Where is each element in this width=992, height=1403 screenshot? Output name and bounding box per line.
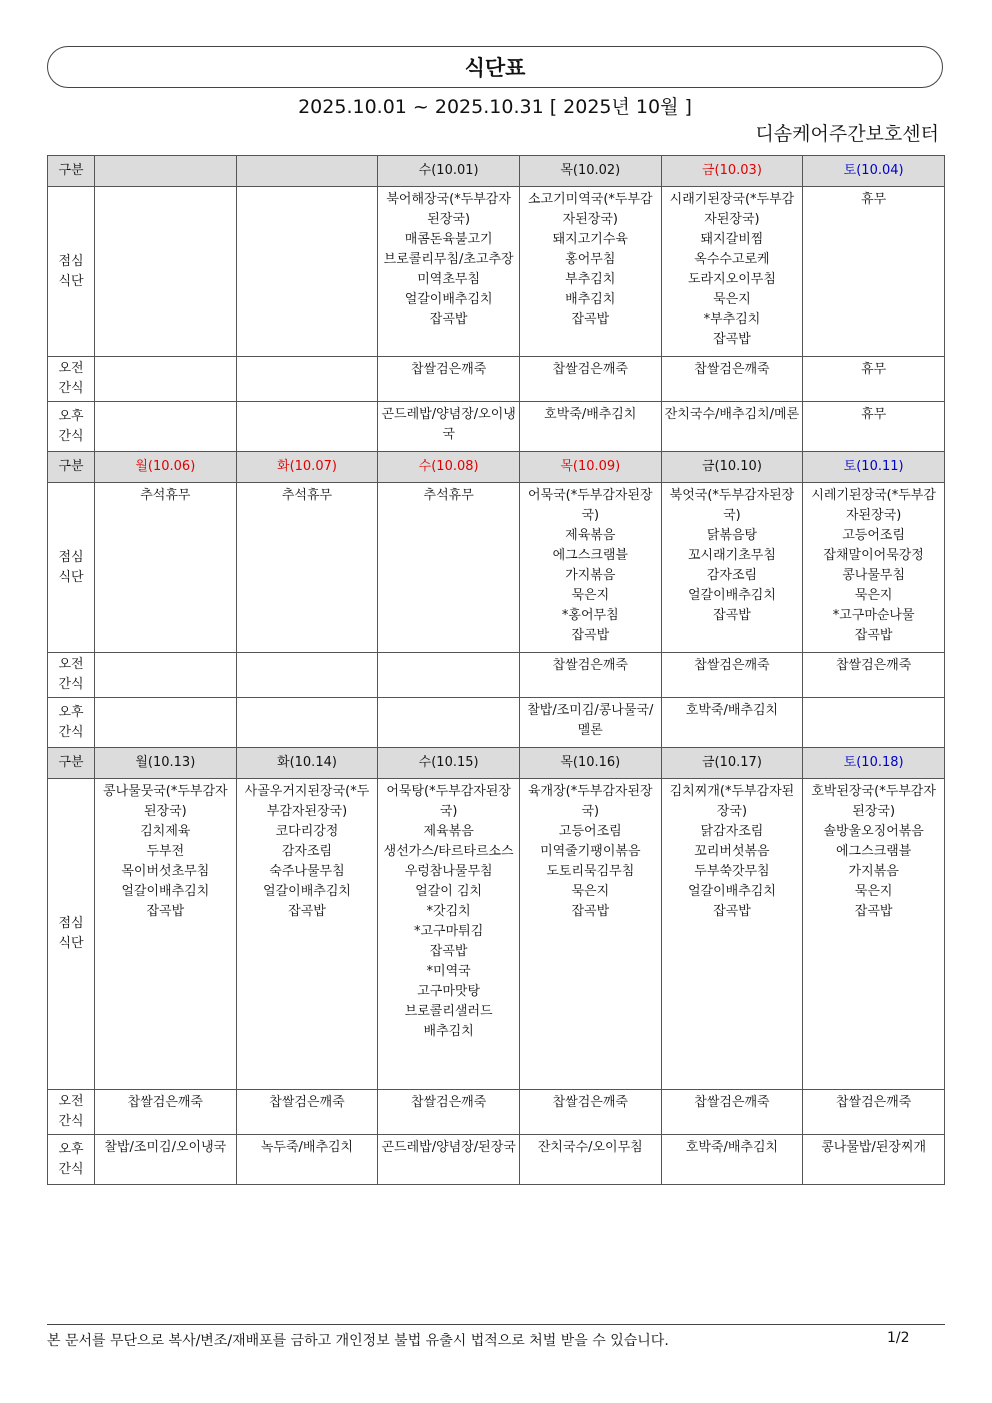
- pm-snack-cell: 잔치국수/오이무침: [519, 1135, 661, 1185]
- pm-snack-cell: 호박죽/배추김치: [519, 402, 661, 452]
- lunch-label-text: 점심: [58, 916, 84, 931]
- menu-table: [47, 155, 945, 1185]
- menu-item: 감자조림: [706, 568, 758, 583]
- am-snack-cell: 찹쌀검은깨죽: [661, 653, 803, 698]
- menu-item: 북어해장국(*두부감자된장국): [386, 192, 511, 227]
- menu-period: 2025.10.01 ~ 2025.10.31 [ 2025년 10월 ]: [298, 96, 692, 118]
- day-date: 금(10.10): [701, 459, 762, 474]
- menu-item: 잡곡밥: [854, 904, 893, 919]
- am-snack-label-text: 오전: [58, 1094, 84, 1109]
- am-snack-cell: 찹쌀검은깨죽: [519, 653, 661, 698]
- pm-snack-cell: 녹두죽/배추김치: [236, 1135, 378, 1185]
- lunch-menu-cell: [803, 779, 945, 1090]
- lunch-row: [48, 483, 945, 653]
- am-snack-cell: 찹쌀검은깨죽: [803, 1090, 945, 1135]
- menu-item: 잡곡밥: [713, 904, 751, 919]
- pm-snack-cell: [236, 402, 378, 452]
- lunch-menu-cell: [803, 187, 945, 357]
- menu-item: 닭감자조림: [700, 824, 764, 839]
- lunch-label-text: 식단: [58, 569, 84, 585]
- day-date: 수(10.08): [418, 459, 479, 474]
- day-date: 화(10.14): [277, 755, 337, 770]
- menu-item: 에그스크램블: [552, 548, 628, 563]
- day-header: [378, 452, 520, 483]
- pm-snack-label: [48, 698, 95, 748]
- menu-item: 얼갈이배추김치: [688, 588, 776, 603]
- menu-item: 잡곡밥: [713, 608, 751, 623]
- lunch-menu-cell: [378, 779, 520, 1090]
- menu-item: 고등어조림: [558, 824, 622, 839]
- menu-item: 잡채말이어묵강정: [823, 548, 924, 563]
- am-snack-cell: 찹쌀검은깨죽: [236, 1090, 378, 1135]
- lunch-menu-cell: [236, 779, 378, 1090]
- am-snack-cell: [236, 653, 378, 698]
- menu-item: 배추김치: [565, 292, 616, 307]
- menu-item: 얼갈이배추김치: [121, 884, 210, 899]
- menu-item: *미역국: [426, 964, 471, 979]
- day-header: [803, 156, 945, 187]
- lunch-menu-cell: [519, 483, 661, 653]
- am-snack-cell: [378, 653, 520, 698]
- menu-item: 돼지고기수육: [552, 232, 628, 247]
- menu-item: 묵은지: [854, 884, 893, 899]
- menu-item: 콩나물무침: [842, 568, 906, 583]
- footer-divider: [47, 1324, 945, 1325]
- pm-snack-cell: 휴무: [803, 402, 945, 452]
- lunch-menu-cell: [519, 779, 661, 1090]
- am-snack-row: [48, 653, 945, 698]
- menu-item: 목이버섯초무침: [121, 864, 210, 879]
- pm-snack-cell: [95, 698, 237, 748]
- lunch-label: [48, 187, 95, 357]
- am-snack-cell: [95, 653, 237, 698]
- menu-item: 감자조림: [281, 844, 333, 859]
- menu-item: 미역초무침: [417, 272, 481, 287]
- pm-snack-cell: 곤드레밥/양념장/오이냉국: [378, 402, 520, 452]
- menu-item: 숙주나물무침: [269, 864, 345, 879]
- menu-item: 잡곡밥: [571, 904, 610, 919]
- pm-snack-label: [48, 402, 95, 452]
- lunch-menu-cell: [661, 483, 803, 653]
- menu-item: *갓김치: [426, 904, 471, 919]
- pm-snack-label-text: 오후: [58, 1141, 84, 1157]
- day-date: 목(10.09): [560, 459, 621, 474]
- am-snack-cell: [236, 357, 378, 402]
- am-snack-label-text: 간식: [58, 1114, 84, 1129]
- menu-item: 추석휴무: [140, 488, 191, 503]
- menu-item: 옥수수고로케: [694, 252, 770, 267]
- day-date: 수(10.01): [418, 163, 479, 178]
- pm-snack-label-text: 간식: [58, 428, 84, 444]
- menu-item: 두부전: [146, 844, 185, 859]
- pm-snack-cell: [95, 402, 237, 452]
- menu-item: 묵은지: [854, 588, 893, 603]
- day-header: [236, 452, 378, 483]
- lunch-menu-cell: [803, 483, 945, 653]
- day-header: [236, 156, 378, 187]
- menu-item: 고구마맛탕: [417, 984, 481, 999]
- lunch-row: [48, 187, 945, 357]
- day-header: [661, 452, 803, 483]
- am-snack-label: [48, 357, 95, 402]
- menu-item: 잡곡밥: [571, 628, 610, 643]
- lunch-menu-cell: [519, 187, 661, 357]
- menu-item: 김치찌개(*두부감자된장국): [669, 784, 795, 819]
- lunch-label-text: 점심: [58, 253, 84, 269]
- am-snack-row: [48, 357, 945, 402]
- day-header: [519, 748, 661, 779]
- lunch-menu-cell: [378, 187, 520, 357]
- pm-snack-cell: [236, 698, 378, 748]
- menu-item: 우렁참나물무침: [404, 864, 493, 879]
- menu-item: 부추김치: [565, 272, 616, 287]
- am-snack-label: [48, 1090, 95, 1135]
- day-date: 수(10.15): [418, 755, 479, 770]
- center-name: 디솜케어주간보호센터: [755, 123, 939, 145]
- pm-snack-cell: 곤드레밥/양념장/된장국: [378, 1135, 520, 1185]
- day-header: [661, 156, 803, 187]
- week-header-row: [48, 452, 945, 483]
- menu-item: 잡곡밥: [146, 904, 185, 919]
- pm-snack-cell: 콩나물밥/된장찌개: [803, 1135, 945, 1185]
- am-snack-label: [48, 653, 95, 698]
- menu-item: 잡곡밥: [854, 628, 893, 643]
- menu-item: *홍어무침: [561, 608, 619, 623]
- menu-item: 가지볶음: [848, 864, 899, 879]
- day-date: 목(10.16): [560, 755, 621, 770]
- menu-item: 어묵탕(*두부감자된장국): [386, 784, 511, 819]
- menu-item: 꼬시래기초무침: [688, 548, 776, 563]
- day-date: 토(10.04): [843, 163, 904, 178]
- pm-snack-label-text: 간식: [58, 724, 84, 740]
- page-number: 1/2: [887, 1330, 910, 1346]
- menu-item: 꼬리버섯볶음: [694, 844, 770, 859]
- menu-item: 묵은지: [713, 292, 751, 307]
- menu-item: 닭볶음탕: [706, 528, 758, 543]
- pm-snack-cell: 호박죽/배추김치: [661, 1135, 803, 1185]
- menu-item: 코다리강정: [275, 824, 339, 839]
- day-date: 토(10.11): [843, 459, 904, 474]
- am-snack-cell: 찹쌀검은깨죽: [661, 357, 803, 402]
- day-header: [378, 156, 520, 187]
- menu-item: 매콤돈육불고기: [404, 232, 493, 247]
- day-header: [803, 748, 945, 779]
- menu-item: 미역줄기팽이볶음: [540, 844, 641, 859]
- menu-item: 소고기미역국(*두부감자된장국): [527, 192, 653, 227]
- lunch-menu-cell: [236, 187, 378, 357]
- menu-item: 잡곡밥: [429, 944, 468, 959]
- pm-snack-label: [48, 1135, 95, 1185]
- pm-snack-label-text: 오후: [58, 408, 84, 424]
- menu-item: 김치제육: [140, 824, 191, 839]
- day-date: 토(10.18): [843, 755, 904, 770]
- am-snack-cell: 찹쌀검은깨죽: [519, 1090, 661, 1135]
- am-snack-cell: 찹쌀검은깨죽: [519, 357, 661, 402]
- pm-snack-row: [48, 1135, 945, 1185]
- menu-item: 육개장(*두부감자된장국): [527, 784, 653, 819]
- lunch-label: [48, 483, 95, 653]
- lunch-label: [48, 779, 95, 1090]
- day-header: [95, 156, 237, 187]
- menu-item: 시래기된장국(*두부감자된장국): [669, 192, 795, 227]
- lunch-menu-cell: [95, 483, 237, 653]
- pm-snack-cell: 찰밥/조미김/오이냉국: [95, 1135, 237, 1185]
- day-header: [95, 452, 237, 483]
- week-header-row: [48, 156, 945, 187]
- menu-item: 얼갈이배추김치: [263, 884, 351, 899]
- day-date: 금(10.17): [701, 755, 762, 770]
- menu-item: 잡곡밥: [429, 312, 468, 327]
- menu-item: 제육볶음: [565, 528, 616, 543]
- am-snack-row: [48, 1090, 945, 1135]
- lunch-label-text: 식단: [58, 273, 84, 289]
- day-date: 화(10.07): [277, 459, 337, 474]
- day-header: [95, 748, 237, 779]
- menu-item: 배추김치: [423, 1024, 474, 1039]
- menu-item: 도토리묵김무침: [546, 864, 635, 879]
- header-label: 구분: [48, 452, 95, 483]
- am-snack-label-text: 오전: [58, 361, 84, 376]
- footer-notice: 본 문서를 무단으로 복사/변조/재배포를 금하고 개인정보 불법 유출시 법적으로 처벌 받을 수 있습니다.: [47, 1333, 669, 1349]
- lunch-label-text: 식단: [58, 936, 84, 951]
- lunch-label-text: 점심: [58, 549, 84, 565]
- menu-item: 도라지오이무침: [688, 272, 776, 287]
- menu-item: 브로콜리샐러드: [404, 1004, 493, 1019]
- menu-item: 추석휴무: [423, 488, 474, 503]
- menu-item: 솔방울오징어볶음: [823, 824, 924, 839]
- day-date: 월(10.13): [135, 755, 196, 770]
- am-snack-label-text: 간식: [58, 677, 84, 692]
- lunch-menu-cell: [236, 483, 378, 653]
- menu-item: 잡곡밥: [288, 904, 326, 919]
- am-snack-cell: 찹쌀검은깨죽: [803, 653, 945, 698]
- menu-item: 얼갈이 김치: [415, 884, 483, 899]
- day-date: 목(10.02): [560, 163, 621, 178]
- menu-item: 홍어무침: [565, 252, 616, 267]
- header-label: 구분: [48, 156, 95, 187]
- pm-snack-label-text: 간식: [58, 1161, 84, 1177]
- day-header: [519, 452, 661, 483]
- menu-item: 얼갈이배추김치: [688, 884, 776, 899]
- lunch-menu-cell: [661, 187, 803, 357]
- day-header: [661, 748, 803, 779]
- lunch-row: [48, 779, 945, 1090]
- menu-item: 생선가스/타르타르소스: [383, 844, 514, 859]
- am-snack-cell: 찹쌀검은깨죽: [95, 1090, 237, 1135]
- menu-item: 에그스크램블: [835, 844, 912, 859]
- am-snack-cell: [95, 357, 237, 402]
- am-snack-cell: 휴무: [803, 357, 945, 402]
- pm-snack-label-text: 오후: [58, 704, 84, 720]
- menu-item: 휴무: [861, 192, 887, 207]
- pm-snack-row: [48, 402, 945, 452]
- lunch-menu-cell: [378, 483, 520, 653]
- day-date: 금(10.03): [701, 163, 762, 178]
- week-header-row: [48, 748, 945, 779]
- menu-item: 묵은지: [571, 588, 610, 603]
- day-header: [378, 748, 520, 779]
- lunch-menu-cell: [95, 187, 237, 357]
- menu-item: 잡곡밥: [713, 332, 751, 347]
- day-header: [236, 748, 378, 779]
- pm-snack-row: [48, 698, 945, 748]
- am-snack-cell: 찹쌀검은깨죽: [378, 1090, 520, 1135]
- am-snack-label-text: 오전: [58, 657, 84, 672]
- am-snack-cell: 찹쌀검은깨죽: [378, 357, 520, 402]
- menu-item: *부추김치: [703, 312, 761, 327]
- menu-item: 브로콜리무침/초고추장: [383, 252, 514, 267]
- lunch-menu-cell: [661, 779, 803, 1090]
- menu-item: 얼갈이배추김치: [404, 292, 493, 307]
- menu-item: 콩나물뭇국(*두부감자된장국): [103, 784, 228, 819]
- menu-item: *고구마튀김: [413, 924, 484, 939]
- menu-item: 제육볶음: [423, 824, 474, 839]
- day-header: [803, 452, 945, 483]
- day-header: [519, 156, 661, 187]
- menu-item: 사골우거지된장국(*두부감자된장국): [244, 784, 370, 819]
- header-label: 구분: [48, 748, 95, 779]
- pm-snack-cell: 잔치국수/배추김치/메론: [661, 402, 803, 452]
- menu-item: 추석휴무: [281, 488, 333, 503]
- menu-item: 고등어조림: [842, 528, 906, 543]
- menu-item: 두부쑥갓무침: [694, 864, 770, 879]
- menu-item: 묵은지: [571, 884, 610, 899]
- pm-snack-cell: 호박죽/배추김치: [661, 698, 803, 748]
- menu-item: 어묵국(*두부감자된장국): [527, 488, 653, 523]
- lunch-menu-cell: [95, 779, 237, 1090]
- am-snack-cell: 찹쌀검은깨죽: [661, 1090, 803, 1135]
- pm-snack-cell: [378, 698, 520, 748]
- am-snack-label-text: 간식: [58, 381, 84, 396]
- menu-item: *고구마순나물: [832, 608, 915, 623]
- menu-item: 북엇국(*두부감자된장국): [669, 488, 795, 523]
- title-text: 식단표: [464, 56, 526, 80]
- pm-snack-cell: 찰밥/조미김/콩나물국/멜론: [519, 698, 661, 748]
- pm-snack-cell: [803, 698, 945, 748]
- menu-item: 잡곡밥: [571, 312, 610, 327]
- menu-item: 돼지갈비찜: [700, 232, 764, 247]
- menu-item: 호박된장국(*두부감자된장국): [811, 784, 936, 819]
- menu-item: 가지볶음: [565, 568, 616, 583]
- menu-item: 시레기된장국(*두부감자된장국): [811, 488, 936, 523]
- document-title: [47, 46, 943, 88]
- day-date: 월(10.06): [135, 459, 196, 474]
